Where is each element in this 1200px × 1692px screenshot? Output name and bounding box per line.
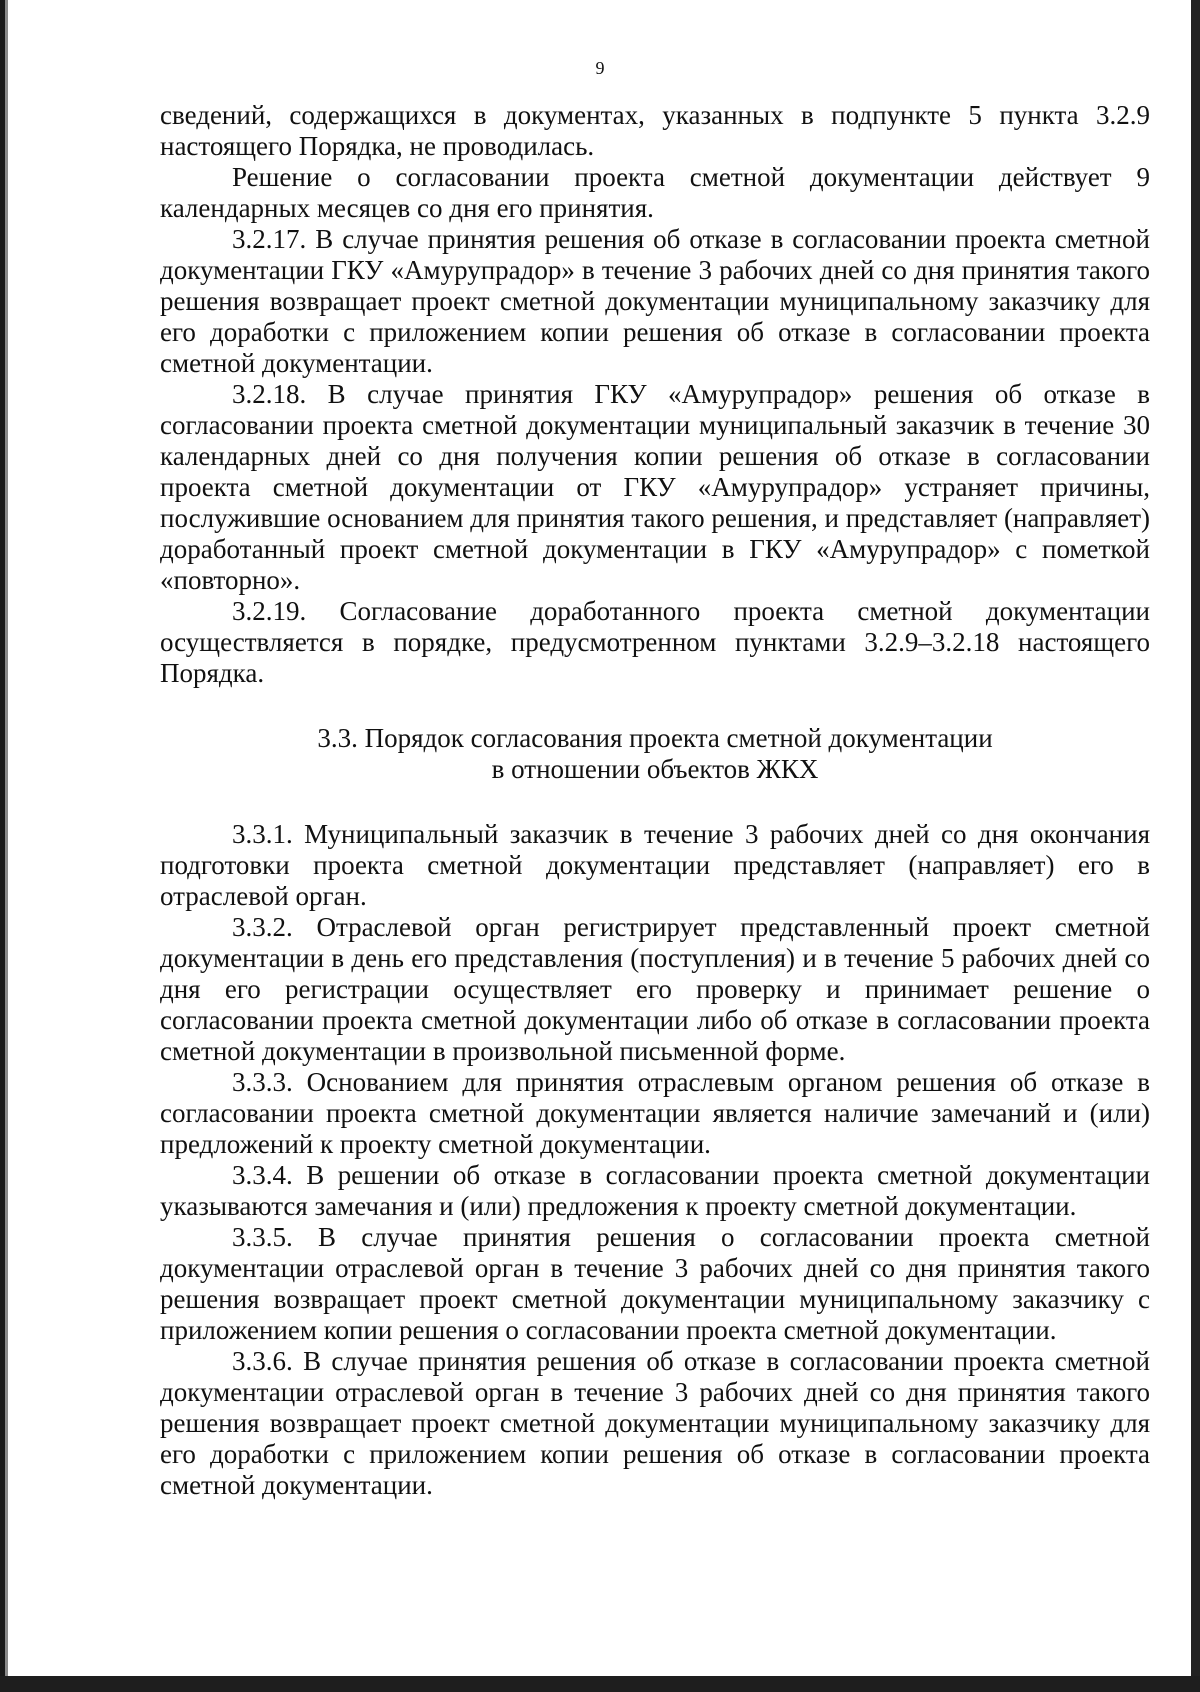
scan-edge-right [1191, 0, 1200, 1692]
paragraph-3-2-19: 3.2.19. Согласование доработанного проекта сметной документации осуществляется в порядке, предусмотренном пунктами 3.2.9–3.2.18 настоящего Порядка. [160, 596, 1150, 688]
paragraph-3-3-2: 3.3.2. Отраслевой орган регистрирует представленный проект сметной документации в день его представления (поступления) и в течение 5 рабочих дней со дня его регистрации осуществляет его проверку и принимает решение о согласовании проекта сметной документации либо об отказе в согласовании проекта сметной документации в произвольной письменной форме. [160, 912, 1150, 1066]
paragraph-3-2-17: 3.2.17. В случае принятия решения об отказе в согласовании проекта сметной документации ГКУ «Амурупрадор» в течение 3 рабочих дней со дня принятия такого решения возвращает проект сметной документации муниципальному заказчику для его доработки с приложением копии решения об отказе в согласовании проекта сметной документации. [160, 224, 1150, 378]
paragraph-3-3-6: 3.3.6. В случае принятия решения об отказе в согласовании проекта сметной документации отраслевой орган в течение 3 рабочих дней со дня принятия такого решения возвращает проект сметной документации муниципальному заказчику для его доработки с приложением копии решения об отказе в согласовании проекта сметной документации. [160, 1346, 1150, 1500]
paragraph-continuation: сведений, содержащихся в документах, указанных в подпункте 5 пункта 3.2.9 настоящего Порядка, не проводилась. [160, 100, 1150, 161]
section-heading-line-2: в отношении объектов ЖКХ [491, 754, 819, 784]
paragraph-3-3-3: 3.3.3. Основанием для принятия отраслевым органом решения об отказе в согласовании проекта сметной документации является наличие замечаний и (или) предложений к проекту сметной документации. [160, 1067, 1150, 1159]
paragraph-3-2-18: 3.2.18. В случае принятия ГКУ «Амурупрадор» решения об отказе в согласовании проекта сметной документации муниципальный заказчик в течение 30 календарных дней со дня получения копии решения об отказе в согласовании проекта сметной документации от ГКУ «Амурупрадор» устраняет причины, послужившие основанием для принятия такого решения, и представляет (направляет) доработанный проект сметной документации в ГКУ «Амурупрадор» с пометкой «повторно». [160, 379, 1150, 595]
page-number: 9 [595, 58, 605, 78]
paragraph-decision-validity: Решение о согласовании проекта сметной документации действует 9 календарных месяцев со дня его принятия. [160, 162, 1150, 223]
paragraph-3-3-4: 3.3.4. В решении об отказе в согласовании проекта сметной документации указываются замечания и (или) предложения к проекту сметной документации. [160, 1160, 1150, 1221]
scan-edge-bottom [0, 1676, 1200, 1692]
paragraph-3-3-5: 3.3.5. В случае принятия решения о согласовании проекта сметной документации отраслевой орган в течение 3 рабочих дней со дня принятия такого решения возвращает проект сметной документации муниципальному заказчику с приложением копии решения о согласовании проекта сметной документации. [160, 1222, 1150, 1345]
document-body [160, 100, 1150, 1501]
section-heading-3-3 [160, 723, 1150, 785]
scan-edge-left-shadow [5, 0, 8, 1692]
paragraph-3-3-1: 3.3.1. Муниципальный заказчик в течение 3 рабочих дней со дня окончания подготовки проекта сметной документации представляет (направляет) его в отраслевой орган. [160, 819, 1150, 911]
section-heading-line-1: 3.3. Порядок согласования проекта сметной документации [317, 723, 993, 753]
